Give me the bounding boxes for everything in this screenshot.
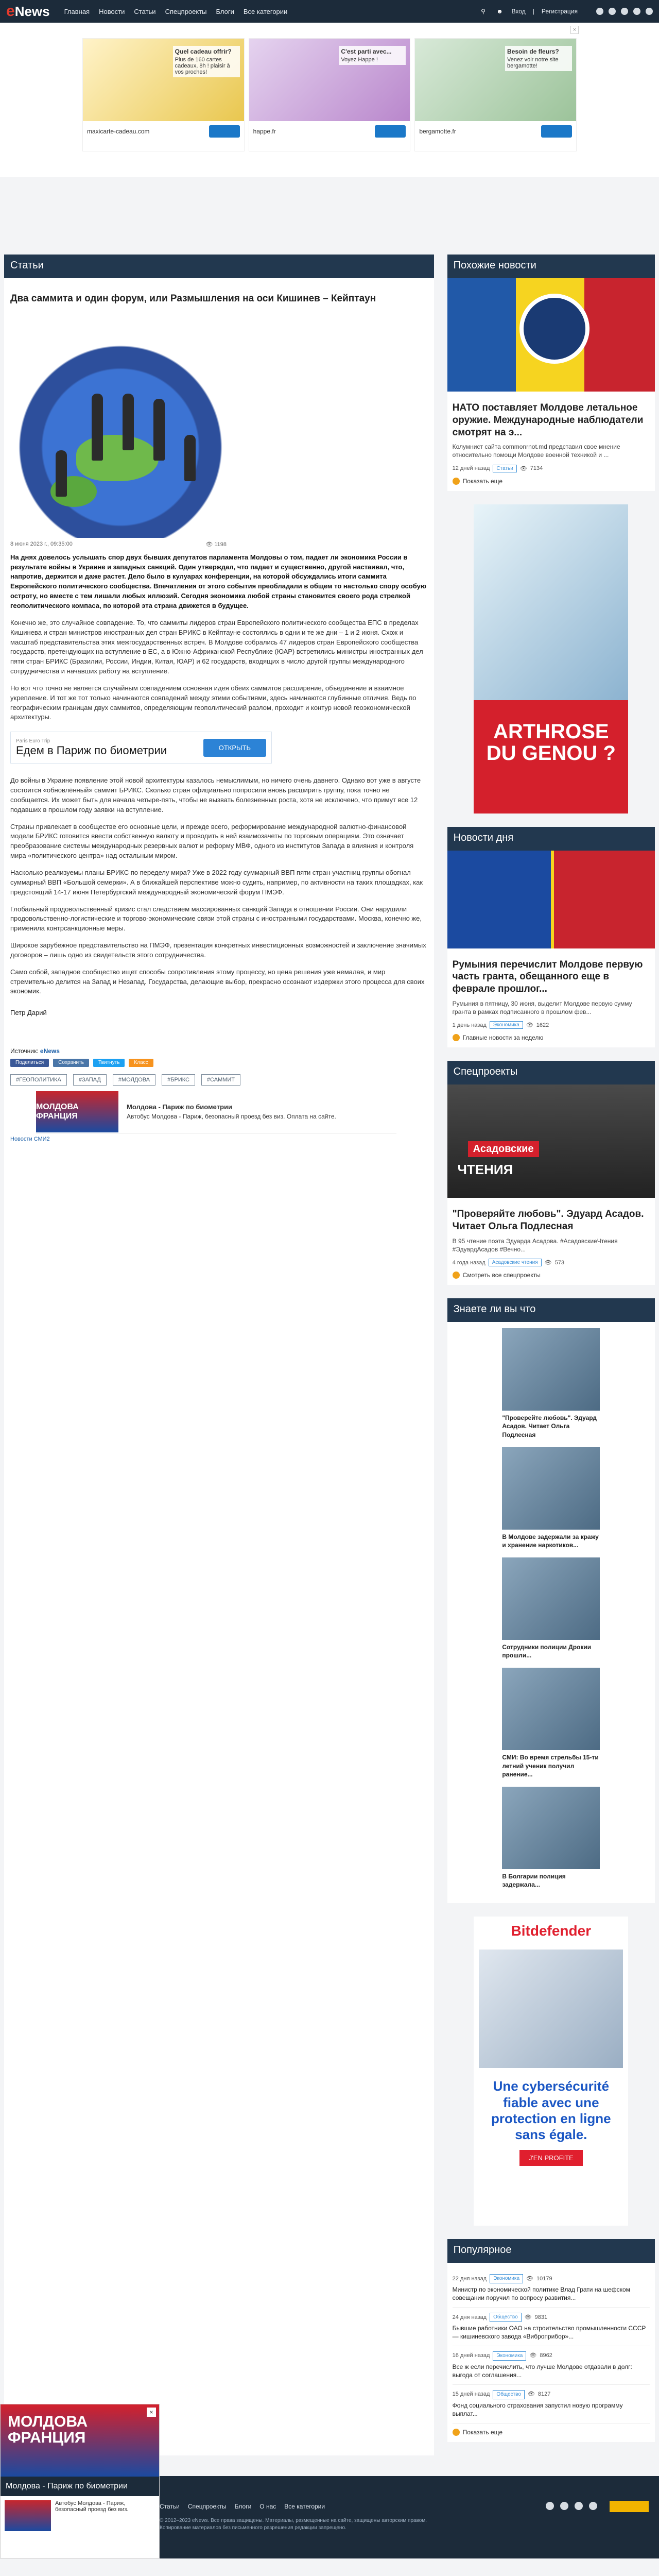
special-caption: Асадовские — [468, 1141, 539, 1157]
ad-body: Plus de 160 cartes cadeaux, 8h ! plaisir à vos proches! — [175, 57, 230, 75]
floating-ad-body — [1, 2496, 159, 2535]
category-badge[interactable]: Общество — [490, 2313, 522, 2322]
article-paragraph: Но вот что точно не является случайным совпадением основная идея обеих саммитов расширение, объединение и взаимное укрепление. И тот же тот только начинаются совпадений между этими событиями, здесь начинаются глубинные отличия. Ведь по географическим границам двух саммитов, определяющим геополитический разлом, проходит и контур новой геоэкономической архитектуры. — [10, 684, 417, 721]
article-paragraph: Глобальный продовольственный кризис стал следствием массированных санкций Запада в отношении России. Они нарушили продовольственно-логистические и торгово-экономические связи этой страны с иностранными государствами. Москва, конечно же, применила контрсанкционные меры. — [10, 905, 422, 933]
news-date: 4 года назад — [452, 1259, 485, 1266]
login-link[interactable]: Вход — [511, 8, 526, 15]
chess-piece — [153, 399, 165, 461]
views-value: 8962 — [540, 2352, 552, 2359]
item-image — [502, 1328, 600, 1411]
article-source — [10, 1047, 428, 1055]
article-meta — [10, 541, 227, 548]
nav-item-news[interactable]: Новости — [99, 7, 125, 15]
item-image — [502, 1557, 600, 1640]
ad-brand: Bitdefender — [511, 1923, 592, 1939]
share-facebook-button[interactable]: Поделиться — [10, 1059, 49, 1067]
week-news-link[interactable] — [453, 1034, 650, 1041]
footer-link[interactable]: Все категории — [284, 2502, 325, 2510]
floating-ad-text: Автобус Молдова - Париж, безопасный проезд без виз. — [55, 2500, 129, 2513]
logo-e: e — [6, 3, 15, 20]
item-title: Все ж если перечислить, что лучше Молдове отдавали в долг: выгода от соглашения... — [452, 2363, 632, 2379]
news-date: 16 дней назад — [452, 2352, 490, 2359]
category-badge[interactable]: Асадовские чтения — [489, 1259, 542, 1266]
telegram-icon[interactable] — [621, 8, 628, 15]
item-title: СМИ: Во время стрельбы 15-ти летний ученик получил ранение... — [502, 1754, 599, 1778]
category-badge[interactable]: Экономика — [490, 2274, 523, 2283]
item-title: Министр по экономической политике Влад Грати на шефском совещании поручил по вопросу развития... — [452, 2285, 630, 2302]
ad-footer — [415, 121, 576, 142]
source-label: Источник: — [10, 1047, 39, 1055]
category-badge[interactable]: Статьи — [493, 465, 516, 472]
ad-footer — [249, 121, 410, 142]
logo-text: News — [14, 3, 50, 19]
list-item[interactable] — [502, 1787, 600, 1889]
ad-image — [415, 39, 576, 121]
ad-image — [479, 1950, 623, 2068]
similar-news-summary: Колумнист сайта commonrnot.md представил свое мнение относительно помощи Молдове военной техникой и ... — [452, 443, 620, 459]
view-count — [205, 541, 227, 548]
item-image — [502, 1668, 600, 1750]
arrow-icon — [453, 1272, 460, 1279]
show-more-link[interactable] — [453, 478, 650, 485]
floating-ad-thumb — [5, 2500, 51, 2531]
ad-card[interactable] — [249, 38, 411, 151]
sidebar-ad-text: ARTHROSE DU GENOU ? — [474, 700, 628, 814]
footer-links — [160, 2503, 325, 2510]
footer-link[interactable]: О нас — [259, 2502, 276, 2510]
tag[interactable]: #МОЛДОВА — [113, 1074, 155, 1086]
news-date: 22 дня назад — [452, 2275, 487, 2282]
inline-ad[interactable] — [10, 732, 272, 764]
all-special-link[interactable] — [453, 1272, 650, 1279]
footer-link[interactable]: Спецпроекты — [187, 2502, 227, 2510]
ad-go-button[interactable] — [541, 125, 572, 138]
instagram-icon[interactable] — [546, 2502, 554, 2510]
bottom-ad[interactable] — [36, 1090, 396, 1134]
special-projects-box — [447, 1061, 655, 1285]
list-item[interactable] — [453, 2346, 650, 2385]
news-date: 24 дня назад — [452, 2314, 487, 2320]
share-save-button[interactable]: Сохранить — [53, 1059, 89, 1067]
special-caption: ЧТЕНИЯ — [457, 1162, 513, 1178]
list-item[interactable] — [502, 1557, 600, 1659]
show-more-label: Показать еще — [462, 2428, 503, 2436]
similar-news-image[interactable] — [447, 278, 655, 392]
chess-piece — [92, 394, 103, 461]
nav-item-special[interactable]: Спецпроекты — [165, 7, 207, 15]
ok-icon[interactable] — [646, 8, 653, 15]
category-badge[interactable]: Экономика — [490, 1021, 523, 1029]
views-value: 10179 — [536, 2275, 552, 2282]
similar-news-body — [447, 392, 655, 491]
views-value: 7134 — [530, 465, 543, 472]
facebook-icon[interactable] — [560, 2502, 568, 2510]
similar-news-title: Похожие новости — [447, 255, 655, 278]
floating-ad-banner: МОЛДОВА ФРАНЦИЯ — [1, 2404, 159, 2477]
register-link[interactable]: Регистрация — [541, 8, 578, 15]
category-badge[interactable]: Общество — [493, 2390, 525, 2399]
main-column — [4, 255, 434, 2455]
ad-headline: C'est parti avec... — [341, 48, 392, 55]
similar-news-headline[interactable]: НАТО поставляет Молдове летальное оружие. Международные наблюдатели смотрят на э... — [452, 402, 644, 438]
special-project-summary: В 95 чтение поэта Эдуарда Асадова. #АсадовскиеЧтения #ЭдуардАсадов #Вечно... — [452, 1237, 618, 1253]
sidebar-ad-image — [474, 504, 628, 700]
did-you-know-title: Знаете ли вы что — [447, 1298, 655, 1322]
nav-item-blogs[interactable]: Блоги — [216, 7, 234, 15]
item-meta — [453, 2274, 650, 2283]
article-paragraph: Само собой, западное сообщество ищет способы сопротивления этому процессу, но цена решения уже немалая, и мир стремительно делится на Запад и Незапад. Государства, делающие выбор, прекрасно осознают издержки этого процесса для своих экономик. — [10, 968, 425, 995]
article-paragraph: Широкое зарубежное представительство на ПМЭФ, презентация конкретных инвестиционных возможностей и заключение значимых договоров – лишь одно из свидетельств этого сотрудничества. — [10, 941, 426, 959]
list-item[interactable] — [502, 1328, 600, 1439]
article-paragraph: Насколько реализуемы планы БРИКС по переделу мира? Уже в 2022 году суммарный ВВП пяти стран-участниц группы обогнал суммарный ВВП «Большой семерки». А в ближайшей перспективе можно судить, например, по активности на таких площадках, как предстоящий 14-17 июня Петербургский международный экономический форум ПМЭФ. — [10, 869, 423, 896]
tag[interactable]: #САММИТ — [201, 1074, 240, 1086]
top-ad-area — [0, 23, 659, 177]
inline-ad-open-button[interactable]: ОТКРЫТЬ — [203, 739, 266, 757]
item-title: В Молдове задержали за кражу и хранение наркотиков... — [502, 1533, 599, 1549]
ad-card[interactable] — [414, 38, 577, 151]
share-ok-button[interactable]: Класс — [129, 1059, 153, 1067]
facebook-icon[interactable] — [609, 8, 616, 15]
special-projects-title: Спецпроекты — [447, 1061, 655, 1084]
header-tools — [479, 7, 653, 16]
nav-item-all-categories[interactable]: Все категории — [243, 7, 288, 15]
views-value: 1198 — [214, 541, 227, 548]
views-value: 1622 — [536, 1022, 549, 1028]
content-wrapper — [0, 255, 659, 2455]
popular-title: Популярное — [447, 2239, 655, 2263]
popular-box — [447, 2239, 655, 2442]
news-cmn-link[interactable]: Новости СМИ2 — [10, 1136, 50, 1143]
nav-item-home[interactable]: Главная — [64, 7, 90, 15]
views-value: 8127 — [537, 2391, 551, 2398]
ad-footer — [83, 121, 244, 142]
day-news-title: Новости дня — [447, 827, 655, 851]
article-date: 8 июня 2023 г., 09:35:00 — [10, 540, 73, 547]
bottom-ad-text — [127, 1103, 336, 1120]
inline-ad-headline: Едем в Париж по биометрии — [16, 743, 167, 757]
ad-close-icon[interactable]: × — [570, 26, 579, 34]
views-value: 573 — [554, 1259, 564, 1266]
bottom-ad-title: Молдова - Париж по биометрии — [127, 1103, 232, 1111]
instagram-icon[interactable] — [596, 8, 603, 15]
share-buttons — [10, 1059, 428, 1067]
popular-more-link[interactable] — [453, 2429, 650, 2436]
floating-ad-title: Молдова - Париж по биометрии — [1, 2477, 159, 2496]
share-twitter-button[interactable]: Твитнуть — [93, 1059, 125, 1067]
ad-body: Voyez Happe ! — [341, 57, 378, 63]
article-paragraph: До войны в Украине появление этой новой архитектуры казалось немыслимым, но ничего очень давнего. Однако вот уже в августе состоится «обновлённый» саммит БРИКС. Сколько стран официально попросили вновь расширить группу, пока точно не сообщается. Их может быть для начала четыре-пять, чтобы не вызвать болезненных роста, хотя не исключено, что примут все 12 подавших в прошлом году заявки на вступление. — [10, 776, 421, 814]
chess-piece — [56, 450, 67, 497]
special-project-meta — [453, 1259, 650, 1266]
footer-copyright: © 2012–2023 eNews. Все права защищены. Материалы, размещенные на сайте, защищены авторским правом. Копирование материалов без письменного разрешения редакции запрещено. — [160, 2517, 427, 2531]
eye-icon: 👁 — [526, 1022, 533, 1029]
bottom-ad-body: Автобус Молдова - Париж, безопасный проезд без виз. Оплата на сайте. — [127, 1113, 336, 1121]
youtube-icon[interactable] — [633, 8, 640, 15]
similar-news-meta — [453, 465, 650, 472]
bottom-ad-image: МОЛДОВА ФРАНЦИЯ — [36, 1091, 118, 1132]
item-image — [502, 1447, 600, 1530]
list-item[interactable] — [502, 1447, 600, 1549]
article-hero-image — [14, 311, 227, 538]
article-author: Петр Дарий — [10, 1009, 47, 1017]
day-news-headline[interactable]: Румыния перечислит Молдове первую часть гранта, обещанного еще в феврале прошлог... — [452, 959, 643, 995]
item-meta — [453, 2313, 650, 2322]
hero-land — [76, 435, 159, 481]
did-you-know-box — [447, 1298, 655, 1903]
ad-card[interactable] — [82, 38, 245, 151]
day-news-meta — [453, 1021, 650, 1029]
article-paragraph: Страны привлекает в сообществе его основные цели, и прежде всего, реформирование международной валютно-финансовой модели БРИКС готовится ввести собственную валюту и проводить в ней взаимозачеты по торговым операциям. Это означает преобразование системы международных резервных валют и реформу МВФ, одного из институтов Запада в влияния и контроля мира «политического центра» над остальным миром. — [10, 822, 414, 860]
chess-piece — [123, 394, 134, 450]
ad-headline: Quel cadeau offrir? — [175, 48, 232, 55]
sidebar — [447, 255, 655, 2455]
item-meta — [453, 2351, 650, 2361]
footer-link[interactable]: Статьи — [160, 2502, 180, 2510]
search-icon[interactable]: ⚲ — [481, 8, 485, 15]
ad-cta-button[interactable]: J'EN PROFITE — [519, 2150, 583, 2166]
item-title: Бывшие работники ОАО на строительство промышленности СССР — кишиневского завода «Виброприбор»... — [452, 2324, 646, 2340]
article-tags — [10, 1074, 428, 1086]
article — [4, 278, 434, 1155]
footer-link[interactable]: Блоги — [234, 2502, 252, 2510]
arrow-icon — [453, 1034, 460, 1041]
item-title: "Проверейте любовь". Эдуард Асадов. Читает Ольга Подлесная — [502, 1414, 597, 1438]
list-item[interactable] — [453, 2308, 650, 2346]
section-title: Статьи — [4, 255, 434, 278]
ad-domain: maxicarte-cadeau.com — [87, 128, 150, 135]
ad-text — [173, 46, 240, 77]
eye-icon: 👁 — [529, 2352, 537, 2359]
source-link[interactable]: eNews — [40, 1047, 60, 1055]
day-news-box — [447, 827, 655, 1048]
show-more-label: Показать еще — [462, 477, 503, 485]
inline-ad-text — [16, 738, 167, 757]
list-item[interactable] — [502, 1668, 600, 1778]
views-value: 9831 — [534, 2314, 548, 2320]
ad-slogan: Une cybersécurité fiable avec une protection en ligne sans égale. — [491, 2078, 611, 2142]
youtube-icon[interactable] — [589, 2502, 597, 2510]
article-title: Два саммита и один форум, или Размышления на оси Кишинев – Кейптаун — [10, 293, 376, 304]
nav-item-articles[interactable]: Статьи — [134, 7, 156, 15]
ad-headline: Besoin de fleurs? — [507, 48, 559, 55]
arrow-icon — [453, 478, 460, 485]
eye-icon: 👁 — [205, 541, 213, 548]
similar-news-box — [447, 255, 655, 491]
did-you-know-list — [447, 1322, 655, 1903]
ad-domain: bergamotte.fr — [419, 128, 456, 135]
tag[interactable]: #БРИКС — [162, 1074, 195, 1086]
bitdefender-ad[interactable] — [474, 1917, 628, 2226]
week-news-label: Главные новости за неделю — [462, 1034, 544, 1042]
popular-list — [447, 2263, 655, 2442]
close-icon[interactable]: × — [147, 2408, 156, 2417]
footer-badge[interactable] — [610, 2501, 649, 2512]
site-logo[interactable] — [6, 3, 50, 20]
eye-icon: 👁 — [544, 1260, 552, 1266]
item-meta — [453, 2390, 650, 2399]
all-special-label: Смотреть все спецпроекты — [462, 1272, 541, 1279]
day-news-image[interactable] — [447, 851, 655, 948]
day-news-summary: Румыния в пятницу, 30 июня, выделит Молдове первую сумму гранта в рамках подписанного в прошлом фев... — [452, 999, 632, 1016]
eye-icon: 👁 — [526, 2275, 534, 2282]
item-image — [502, 1787, 600, 1869]
ad-text — [505, 46, 572, 71]
ad-image — [249, 39, 410, 121]
header-socials — [596, 8, 653, 15]
site-header — [0, 0, 659, 23]
eye-icon: 👁 — [524, 2314, 532, 2320]
item-title: В Болгарии полиция задержала... — [502, 1873, 566, 1889]
eye-icon: 👁 — [519, 465, 527, 472]
special-project-image[interactable] — [447, 1084, 655, 1198]
news-date: 15 дней назад — [452, 2391, 490, 2398]
separator: | — [532, 8, 534, 15]
tag[interactable]: #ГЕОПОЛИТИКА — [10, 1074, 67, 1086]
item-title: Сотрудники полиции Дрокии прошли... — [502, 1643, 592, 1659]
floating-ad[interactable] — [0, 2404, 160, 2558]
news-date: 1 день назад — [452, 1022, 487, 1028]
article-paragraph: Конечно же, это случайное совпадение. То, что саммиты лидеров стран Европейского политического сообщества ЕПС в пределах Кишинева и стран министров иностранных дел стран БРИКС в Кейптауне состоялись в одни и те же дни – 1 и 2 июня. Схож и масштаб представительства этих межгосударственных встреч. В Молдове собрались 47 лидеров стран Европейского сообщества государств, претендующих на вступление в ЕС, а в Южно-Африканской Республике (ЮАР) встретились министры иностранных дел пяти стран БРИКС (Бразилии, России, Индии, Китая, ЮАР) и 62 государств, входящих в число другой группы международного сотрудничества и начавших работу на вступление. — [10, 618, 423, 675]
ad-text — [339, 46, 406, 65]
top-ad-banner[interactable] — [82, 23, 577, 177]
sidebar-ad[interactable] — [474, 504, 628, 814]
telegram-icon[interactable] — [575, 2502, 583, 2510]
category-badge[interactable]: Экономика — [493, 2351, 526, 2361]
ad-image — [83, 39, 244, 121]
tag[interactable]: #ЗАПАД — [73, 1074, 107, 1086]
ad-go-button[interactable] — [209, 125, 240, 138]
item-title: Фонд социального страхования запустил новую программу выплат... — [452, 2401, 623, 2417]
eye-icon: 👁 — [527, 2391, 535, 2398]
list-item[interactable] — [453, 2385, 650, 2424]
user-icon[interactable]: ☻ — [496, 8, 503, 15]
arrow-icon — [453, 2429, 460, 2436]
special-project-body — [447, 1198, 655, 1285]
special-project-headline[interactable]: "Проверяйте любовь". Эдуард Асадов. Читает Ольга Подлесная — [452, 1209, 644, 1232]
main-nav — [64, 8, 479, 15]
list-item[interactable] — [453, 2269, 650, 2308]
footer-socials — [546, 2502, 597, 2510]
ad-domain: happe.fr — [253, 128, 276, 135]
ad-body: Venez voir notre site bergamotte! — [507, 57, 559, 69]
ad-go-button[interactable] — [375, 125, 406, 138]
news-date: 12 дней назад — [452, 465, 490, 472]
day-news-body — [447, 948, 655, 1048]
chess-piece — [184, 435, 196, 481]
article-lead: На днях довелось услышать спор двух бывших депутатов парламента Молдовы о том, падает ли экономика России в результате войны в Украине и западных санкций. Один утверждал, что падает и существенно, другой настаивал, что, напротив, держится и даже растет. Дело было в кулуарах конференции, на которой обсуждались итоги саммита Европейского политического сообщества. Впечатления от этого события преобладали в общем то настолько спору особую остроту, но вместе с тем лишали любых иллюзий. Сегодня экономика любой страны становится своего рода стрелкой геополитического компаса, по которой эта страна движется в будущее. — [10, 553, 426, 609]
inline-ad-small: Paris Euro Trip — [16, 738, 50, 744]
